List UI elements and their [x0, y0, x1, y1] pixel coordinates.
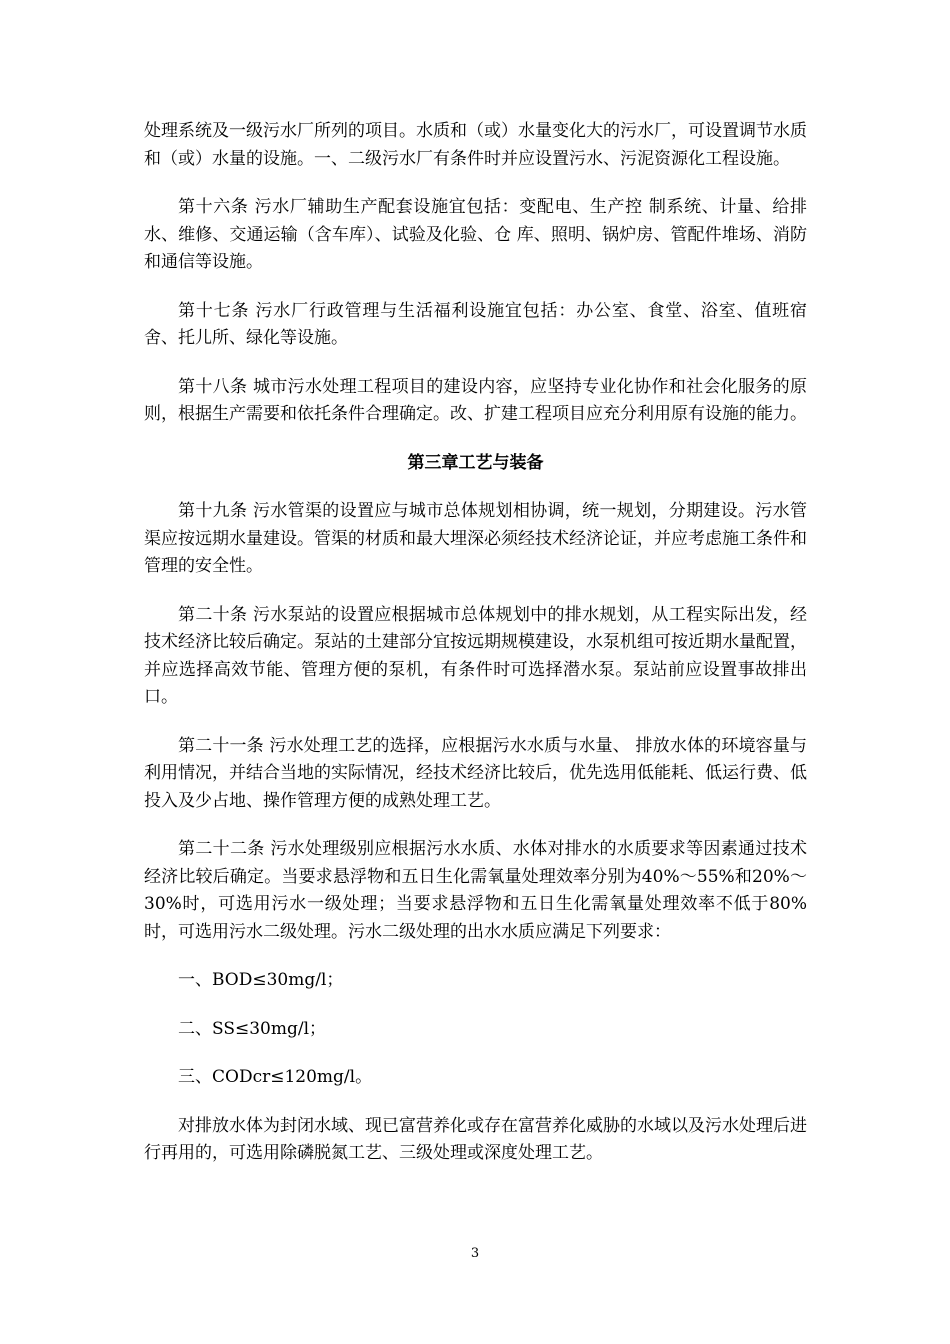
article-21: 第二十一条 污水处理工艺的选择，应根据污水水质与水量、 排放水体的环境容量与利用情况，并结合当地的实际情况，经技术经济比较后，优先选用低能耗、低运行费、低投入及少占地、操作管理方便的成熟处理工艺。 — [144, 735, 807, 811]
document-page — [144, 118, 807, 1168]
article-16: 第十六条 污水厂辅助生产配套设施宜包括：变配电、生产控 制系统、计量、给排水、维修、交通运输（含车库）、试验及化验、仓 库、照明、锅炉房、管配件堆场、消防和通信等设施。 — [144, 197, 807, 272]
requirement-ss: 二、SS≤30mg/l； — [178, 1018, 327, 1039]
article-17: 第十七条 污水厂行政管理与生活福利设施宜包括：办公室、食堂、浴室、值班宿舍、托儿所、绿化等设施。 — [144, 300, 807, 348]
chapter-title: 第三章工艺与装备 — [407, 452, 544, 473]
requirement-bod: 一、BOD≤30mg/l； — [178, 970, 344, 990]
article-19: 第十九条 污水管渠的设置应与城市总体规划相协调，统一规划，分期建设。污水管渠应按远期水量建设。管渠的材质和最大埋深必须经技术经济论证，并应考虑施工条件和管理的安全性。 — [144, 501, 807, 576]
closing-paragraph: 对排放水体为封闭水域、现已富营养化或存在富营养化威胁的水域以及污水处理后进行再用的，可选用除磷脱氮工艺、三级处理或深度处理工艺。 — [144, 1115, 807, 1163]
paragraph-continuation: 处理系统及一级污水厂所列的项目。水质和（或）水量变化大的污水厂，可设置调节水质和（或）水量的设施。一、二级污水厂有条件时并应设置污水、污泥资源化工程设施。 — [144, 121, 807, 169]
page-number: 3 — [470, 1246, 480, 1261]
article-18: 第十八条 城市污水处理工程项目的建设内容，应坚持专业化协作和社会化服务的原则，根据生产需要和依托条件合理确定。改、扩建工程项目应充分利用原有设施的能力。 — [144, 376, 807, 424]
article-22: 第二十二条 污水处理级别应根据污水水质、水体对排水的水质要求等因素通过技术经济比较后确定。当要求悬浮物和五日生化需氧量处理效率分别为40%～55%和20%～30%时，可选用污水一级处理；当要求悬浮物和五日生化需氧量处理效率不低于80%时，可选用污水二级处理。污水二级处理的出水水质应满足下列要求： — [144, 839, 807, 942]
article-20: 第二十条 污水泵站的设置应根据城市总体规划中的排水规划，从工程实际出发，经技术经济比较后确定。泵站的土建部分宜按远期规模建设，水泵机组可按近期水量配置，并应选择高效节能、管理方便的泵机，有条件时可选择潜水泵。泵站前应设置事故排出口。 — [144, 604, 807, 707]
requirement-codcr: 三、CODcr≤120mg/l。 — [178, 1067, 373, 1087]
